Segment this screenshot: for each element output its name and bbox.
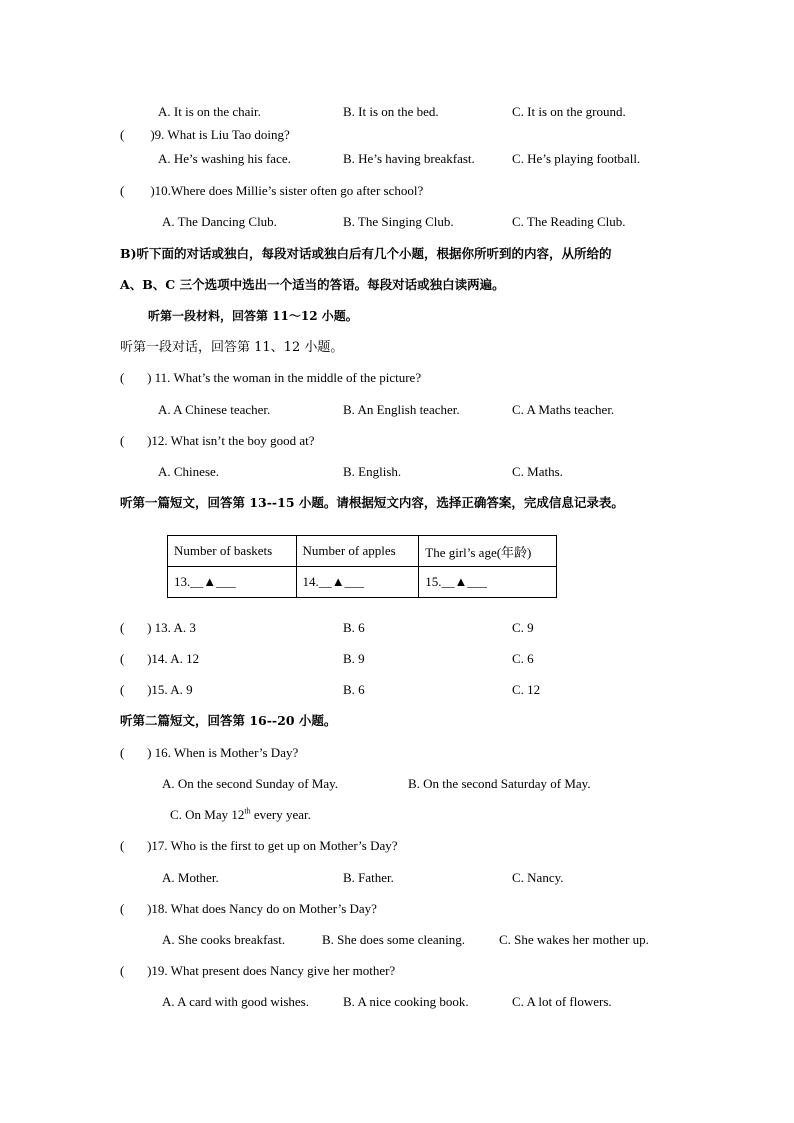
- q10-option-c: C. The Reading Club.: [512, 214, 626, 229]
- q10-stem: ( )10.Where does Millie’s sister often go after school?: [120, 183, 424, 198]
- q16-option-c-prefix: C. On May 12: [170, 807, 245, 822]
- q16-stem: ( ) 16. When is Mother’s Day?: [120, 745, 299, 760]
- material1-heading: 听第一段材料，回答第 11～12 小题。: [148, 309, 358, 323]
- q9-option-b: B. He’s having breakfast.: [343, 151, 475, 166]
- q14-option-c: C. 6: [512, 651, 534, 666]
- passage2-heading: 听第二篇短文，回答第 16--20 小题。: [120, 713, 337, 728]
- section-b-instruction-line2: A、B、C 三个选项中选出一个适当的答语。每段对话或独白读两遍。: [120, 277, 505, 292]
- q19-option-b: B. A nice cooking book.: [343, 994, 469, 1009]
- q11-option-b: B. An English teacher.: [343, 402, 460, 417]
- q8-option-b: B. It is on the bed.: [343, 104, 439, 119]
- q9-stem: ( )9. What is Liu Tao doing?: [120, 127, 290, 142]
- q18-stem: ( )18. What does Nancy do on Mother’s Day?: [120, 901, 377, 916]
- q12-option-b: B. English.: [343, 464, 402, 479]
- q13-option-b: B. 6: [343, 620, 365, 635]
- q16-option-c-ordinal: th: [244, 806, 251, 816]
- q12-option-c: C. Maths.: [512, 464, 563, 479]
- section-b-instruction-line1: B)听下面的对话或独白，每段对话或独白后有几个小题，根据你所听到的内容，从所给的: [120, 246, 612, 261]
- q8-option-c: C. It is on the ground.: [512, 104, 626, 119]
- q19-stem: ( )19. What present does Nancy give her mother?: [120, 963, 396, 978]
- answer-blank-14: 14.__▲___: [296, 567, 419, 598]
- info-record-table: [167, 535, 557, 598]
- table-header-cell: Number of baskets: [168, 536, 297, 567]
- table-header-cell: Number of apples: [296, 536, 419, 567]
- table-header-row: [168, 536, 557, 567]
- q15-stem: ( )15. A. 9: [120, 682, 193, 697]
- table-header-cell: The girl’s age(年龄): [419, 536, 557, 567]
- q18-option-a: A. She cooks breakfast.: [162, 932, 286, 947]
- table-row: [168, 567, 557, 598]
- q13-option-c: C. 9: [512, 620, 534, 635]
- q17-option-a: A. Mother.: [162, 870, 219, 885]
- q19-option-a: A. A card with good wishes.: [162, 994, 309, 1009]
- q17-option-b: B. Father.: [343, 870, 394, 885]
- q9-option-c: C. He’s playing football.: [512, 151, 641, 166]
- q19-option-c: C. A lot of flowers.: [512, 994, 612, 1009]
- q10-option-b: B. The Singing Club.: [343, 214, 454, 229]
- q18-option-b: B. She does some cleaning.: [322, 932, 465, 947]
- q14-stem: ( )14. A. 12: [120, 651, 200, 666]
- q16-option-c: [170, 807, 311, 823]
- q8-option-a: A. It is on the chair.: [158, 104, 261, 119]
- q11-option-a: A. A Chinese teacher.: [158, 402, 271, 417]
- q17-option-c: C. Nancy.: [512, 870, 564, 885]
- q16-option-a: A. On the second Sunday of May.: [162, 776, 339, 791]
- answer-blank-13: 13.__▲___: [168, 567, 297, 598]
- q12-stem: ( )12. What isn’t the boy good at?: [120, 433, 315, 448]
- passage1-heading: 听第一篇短文，回答第 13--15 小题。请根据短文内容，选择正确答案，完成信息记录表。: [120, 495, 624, 510]
- q10-option-a: A. The Dancing Club.: [162, 214, 277, 229]
- q12-option-a: A. Chinese.: [158, 464, 220, 479]
- q16-option-c-suffix: every year.: [250, 807, 311, 822]
- q16-option-b: B. On the second Saturday of May.: [408, 776, 591, 791]
- q15-option-b: B. 6: [343, 682, 365, 697]
- q15-option-c: C. 12: [512, 682, 541, 697]
- q11-option-c: C. A Maths teacher.: [512, 402, 615, 417]
- dialogue1-heading: 听第一段对话，回答第 11、12 小题。: [120, 340, 344, 355]
- q9-option-a: A. He’s washing his face.: [158, 151, 291, 166]
- q14-option-b: B. 9: [343, 651, 365, 666]
- q17-stem: ( )17. Who is the first to get up on Mother’s Day?: [120, 838, 398, 853]
- q11-stem: ( ) 11. What’s the woman in the middle of the picture?: [120, 370, 422, 385]
- answer-blank-15: 15.__▲___: [419, 567, 557, 598]
- q18-option-c: C. She wakes her mother up.: [499, 932, 649, 947]
- q13-stem: ( ) 13. A. 3: [120, 620, 196, 635]
